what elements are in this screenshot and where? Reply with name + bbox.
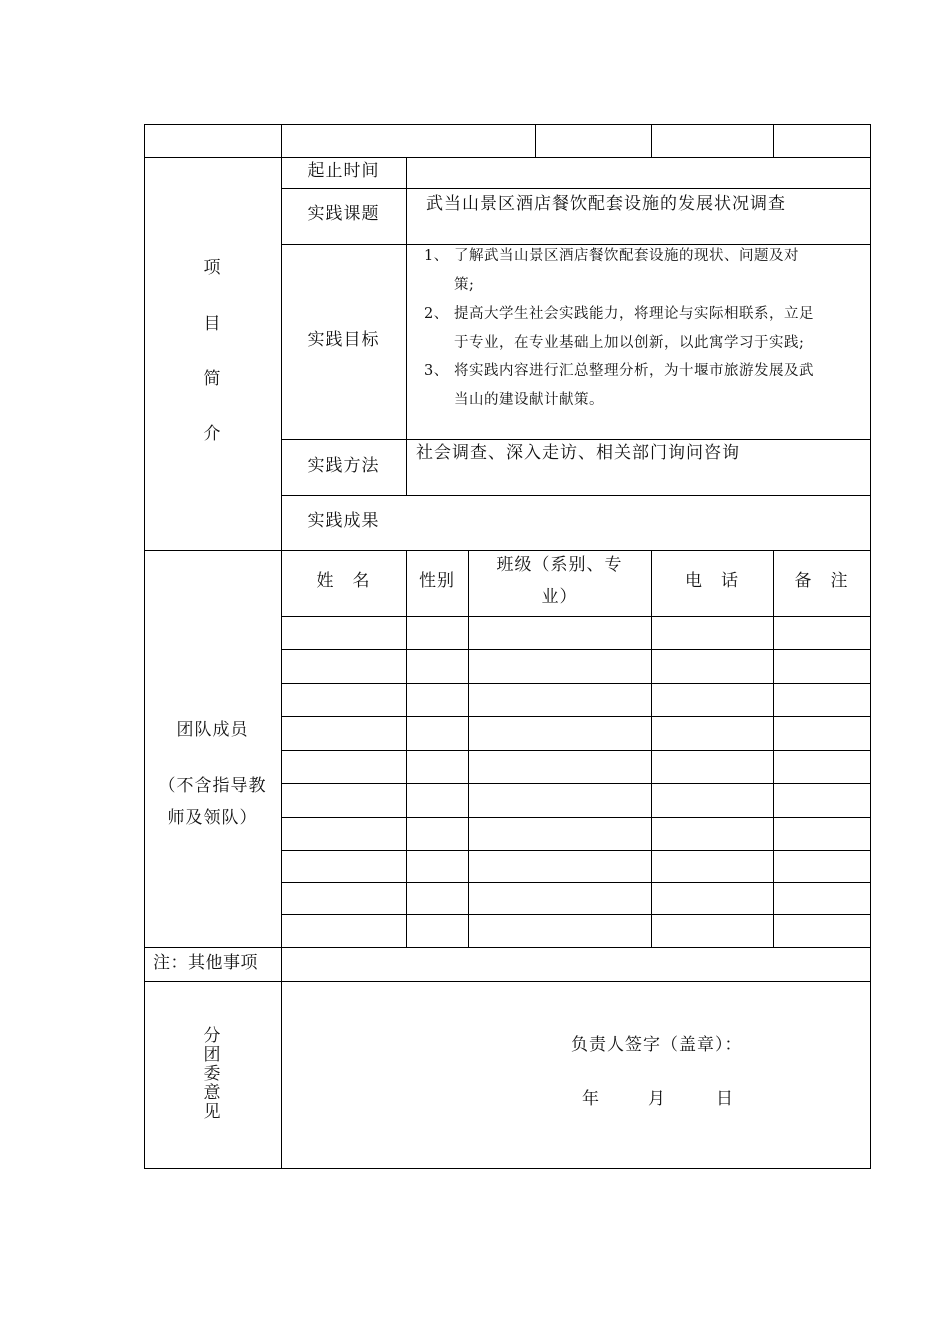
col-divider xyxy=(773,550,774,947)
col-divider xyxy=(406,550,407,947)
time-label: 起止时间 xyxy=(307,161,380,181)
goal-number: 2、 xyxy=(424,306,449,322)
row-divider xyxy=(281,649,871,650)
row-divider xyxy=(281,616,871,617)
intro-label-char: 介 xyxy=(203,424,222,444)
intro-label-char: 项 xyxy=(203,258,222,278)
goal-text: 了解武当山景区酒店餐饮配套设施的现状、问题及对 xyxy=(454,248,799,264)
row-divider xyxy=(281,817,871,818)
row-divider xyxy=(281,783,871,784)
committee-label-char: 见 xyxy=(203,1102,222,1122)
row-divider xyxy=(281,914,871,915)
section-divider xyxy=(144,947,871,948)
topic-value[interactable]: 武当山景区酒店餐饮配套设施的发展状况调查 xyxy=(426,194,786,214)
goal-text: 将实践内容进行汇总整理分析，为十堰市旅游发展及武 xyxy=(454,363,814,379)
row-divider xyxy=(281,495,871,496)
goal-number: 3、 xyxy=(424,363,449,379)
row-divider xyxy=(281,683,871,684)
date-year-label: 年 xyxy=(582,1089,600,1109)
header-phone: 电 话 xyxy=(685,571,739,591)
committee-label-char: 意 xyxy=(203,1083,222,1103)
method-label: 实践方法 xyxy=(307,456,380,476)
table-border-left xyxy=(144,124,145,1169)
goal-item xyxy=(424,242,860,300)
table-border-top xyxy=(144,124,871,125)
section-divider xyxy=(144,550,871,551)
col-divider xyxy=(773,124,774,157)
intro-label-char: 简 xyxy=(203,369,222,389)
goal-item xyxy=(424,300,860,358)
goal-text-continued: 于专业，在专业基础上加以创新，以此寓学习于实践; xyxy=(454,335,805,351)
header-class: 班级（系别、专 xyxy=(496,555,623,575)
col-divider xyxy=(651,124,652,157)
col-divider xyxy=(406,157,407,495)
team-section-label: 团队成员 xyxy=(176,720,249,740)
header-class-continued: 业） xyxy=(541,587,578,607)
col-divider xyxy=(651,550,652,947)
team-section-sublabel: 师及领队） xyxy=(167,808,258,828)
goal-item xyxy=(424,357,860,415)
header-gender: 性别 xyxy=(419,571,455,591)
col-divider xyxy=(468,550,469,947)
goal-text: 提高大学生社会实践能力，将理论与实际相联系，立足 xyxy=(454,306,814,322)
table-border-bottom xyxy=(144,1168,871,1169)
result-label: 实践成果 xyxy=(307,511,380,531)
date-month-label: 月 xyxy=(648,1089,666,1109)
method-value[interactable]: 社会调查、深入走访、相关部门询问咨询 xyxy=(416,443,740,463)
row-divider xyxy=(281,716,871,717)
row-divider xyxy=(281,188,871,189)
section-divider xyxy=(144,981,871,982)
committee-label-char: 团 xyxy=(203,1045,222,1065)
goal-text-continued: 策; xyxy=(454,277,475,293)
goal-label: 实践目标 xyxy=(307,330,380,350)
committee-label-char: 分 xyxy=(203,1026,222,1046)
row-divider xyxy=(144,157,871,158)
goal-number: 1、 xyxy=(424,248,449,264)
header-note: 备 注 xyxy=(794,571,849,591)
goal-text-continued: 当山的建设献计献策。 xyxy=(454,392,604,408)
intro-label-char: 目 xyxy=(203,314,222,334)
label-column-divider xyxy=(281,124,282,1169)
signature-label: 负责人签字（盖章）： xyxy=(571,1035,743,1055)
table-border-right xyxy=(870,124,871,1169)
team-section-sublabel: （不含指导教 xyxy=(158,776,267,796)
date-day-label: 日 xyxy=(716,1089,734,1109)
row-divider xyxy=(281,750,871,751)
row-divider xyxy=(281,882,871,883)
row-divider xyxy=(281,850,871,851)
other-matters-label: 注：其他事项 xyxy=(153,953,258,973)
header-name: 姓 名 xyxy=(316,571,371,591)
committee-label-char: 委 xyxy=(203,1064,222,1084)
col-divider xyxy=(535,124,536,157)
topic-label: 实践课题 xyxy=(307,204,380,224)
row-divider xyxy=(281,439,871,440)
